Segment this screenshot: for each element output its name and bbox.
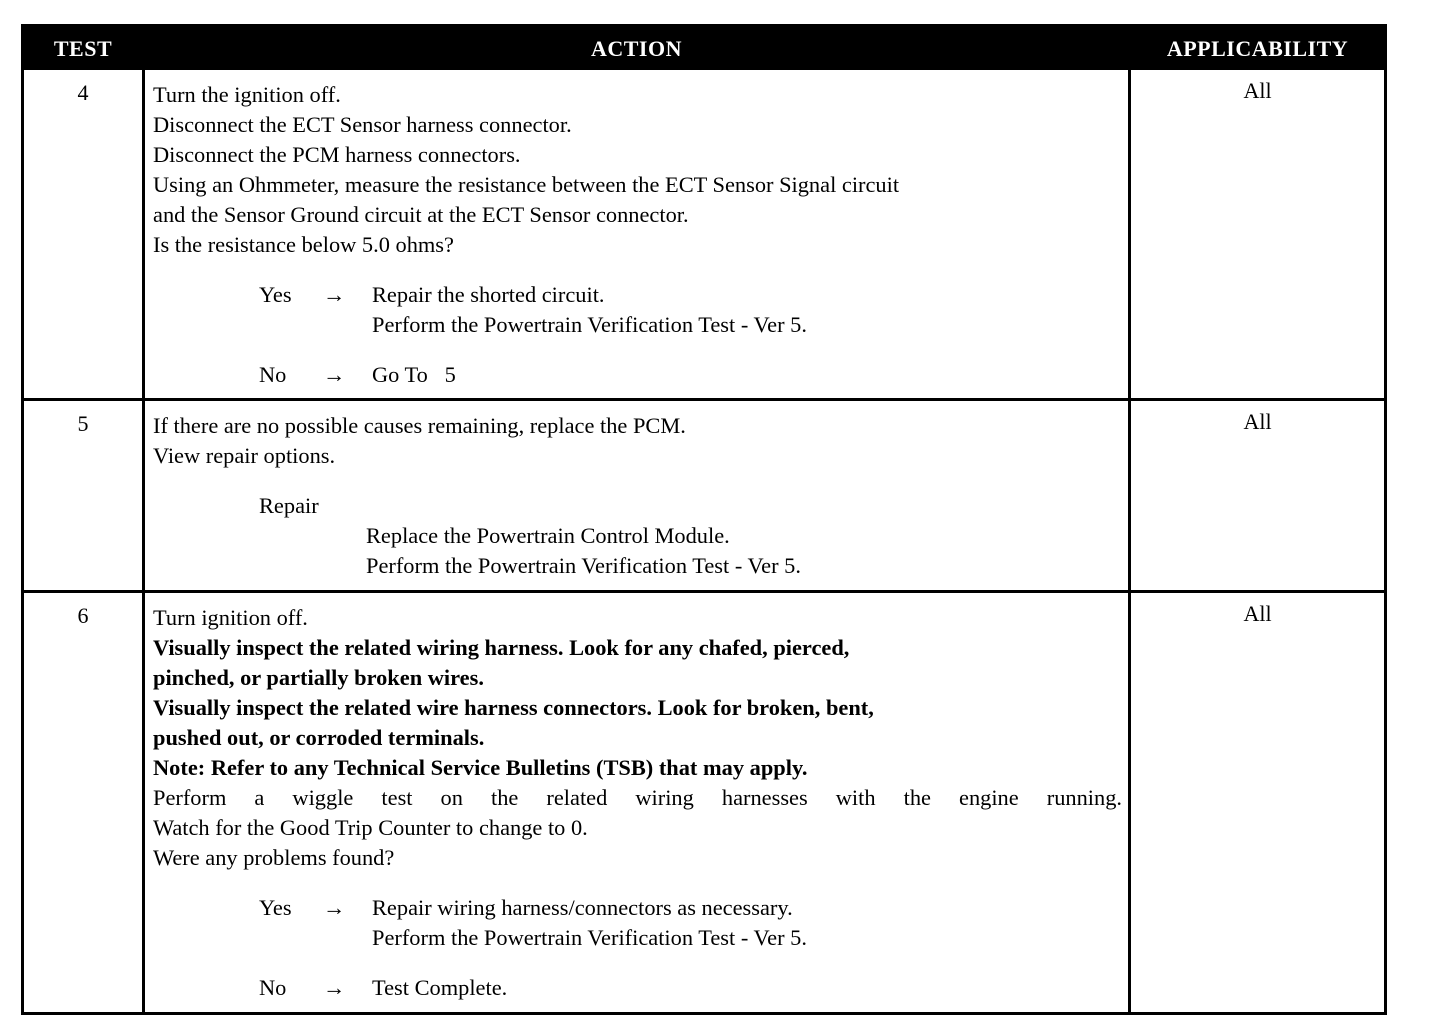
arrow-icon: → [323,362,346,387]
action-line: Disconnect the ECT Sensor harness connector. [153,112,572,137]
yes-result-continued [153,310,1122,340]
yes-label: Yes [259,895,292,920]
action-line: and the Sensor Ground circuit at the ECT Sensor connector. [153,202,689,227]
action-line: pinched, or partially broken wires. [153,665,484,690]
action-cell [144,69,1130,400]
no-label: No [259,975,287,1000]
no-label: No [259,362,287,387]
yes-result [153,280,1122,310]
table-row-test-5 [23,400,1386,592]
repair-step: Replace the Powertrain Control Module. [366,523,730,548]
action-line: Using an Ohmmeter, measure the resistance between the ECT Sensor Signal circuit [153,172,900,197]
action-line: Is the resistance below 5.0 ohms? [153,232,454,257]
test-number: 5 [23,400,144,592]
yes-result-continued [153,923,1122,953]
test-number: 6 [23,592,144,1014]
no-result [153,360,1122,390]
action-line: Disconnect the PCM harness connectors. [153,142,521,167]
no-result-text: Go To 5 [372,362,456,387]
table-row-test-6 [23,592,1386,1014]
yes-result [153,893,1122,923]
action-line: Visually inspect the related wiring harness. Look for any chafed, pierced, [153,635,850,660]
action-line: If there are no possible causes remaining, replace the PCM. [153,413,686,438]
no-result [153,973,1122,1003]
header-test: TEST [23,26,144,69]
no-result-text: Test Complete. [372,975,508,1000]
applicability-value: All [1130,69,1386,400]
action-cell [144,400,1130,592]
action-line: Turn the ignition off. [153,82,341,107]
header-applicability: APPLICABILITY [1130,26,1386,69]
yes-result-text: Repair wiring harness/connectors as necessary. [372,895,793,920]
action-line: Visually inspect the related wire harness connectors. Look for broken, bent, [153,695,874,720]
header-action: ACTION [144,26,1130,69]
yes-label: Yes [259,282,292,307]
table-row-test-4 [23,69,1386,400]
action-line: Watch for the Good Trip Counter to change to 0. [153,815,588,840]
arrow-icon: → [323,975,346,1000]
action-cell [144,592,1130,1014]
repair-step: Perform the Powertrain Verification Test - Ver 5. [366,553,801,578]
applicability-value: All [1130,400,1386,592]
diagnostic-test-table [21,24,1384,1012]
arrow-icon: → [323,895,346,920]
action-line: Turn ignition off. [153,605,308,630]
yes-result-text: Perform the Powertrain Verification Test - Ver 5. [372,312,807,337]
yes-result-text: Perform the Powertrain Verification Test - Ver 5. [372,925,807,950]
table-header-row [23,26,1386,69]
yes-result-text: Repair the shorted circuit. [372,282,605,307]
applicability-value: All [1130,592,1386,1014]
repair-label: Repair [259,493,319,518]
action-line: View repair options. [153,443,336,468]
action-line: pushed out, or corroded terminals. [153,725,485,750]
test-number: 4 [23,69,144,400]
note-line: Note: Refer to any Technical Service Bulletins (TSB) that may apply. [153,755,808,780]
action-line: Were any problems found? [153,845,395,870]
test-table [21,24,1387,1015]
action-line: Perform a wiggle test on the related wiring harnesses with the engine running. [153,785,1122,810]
arrow-icon: → [323,282,346,307]
